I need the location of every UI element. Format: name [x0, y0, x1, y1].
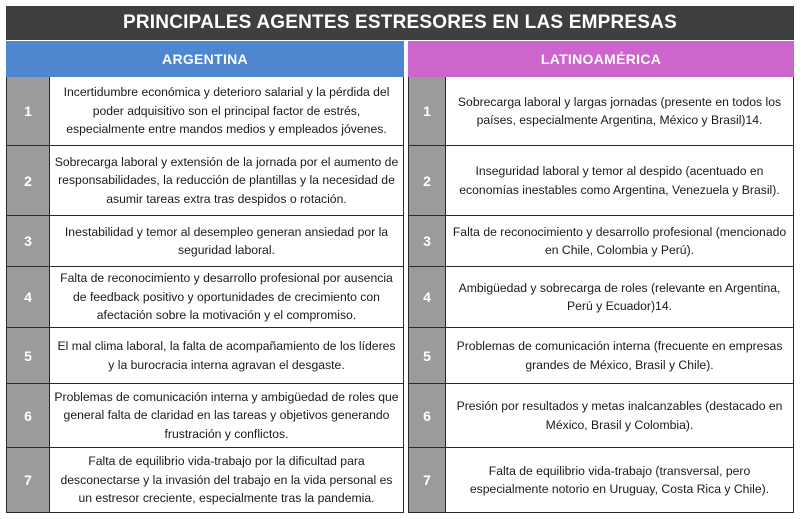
- table-row: [7, 447, 403, 512]
- table-row: [409, 383, 793, 447]
- argentina-rows: [6, 77, 404, 513]
- table-row: [7, 327, 403, 383]
- row-text: Falta de reconocimiento y desarrollo profesional (mencionado en Chile, Colombia y Perú).: [446, 216, 793, 266]
- row-text: Falta de equilibrio vida-trabajo por la dificultad para desconectarse y la invasión del trabajo en la vida personal es un estresor creciente, especialmente tras la pandemia.: [50, 448, 403, 512]
- row-text: Inestabilidad y temor al desempleo generan ansiedad por la seguridad laboral.: [50, 216, 403, 266]
- row-number: 4: [409, 267, 446, 327]
- table-row: [409, 447, 793, 512]
- latam-header: LATINOAMÉRICA: [408, 41, 794, 77]
- table-row: [409, 327, 793, 383]
- row-text: Sobrecarga laboral y extensión de la jornada por el aumento de responsabilidades, la reducción de plantillas y la necesidad de asumir tareas extra tras despidos o rotación.: [50, 146, 403, 215]
- table-row: [7, 77, 403, 145]
- row-number: 5: [409, 328, 446, 383]
- row-text: El mal clima laboral, la falta de acompañamiento de los líderes y la burocracia interna agravan el desgaste.: [50, 328, 403, 383]
- table-row: [7, 145, 403, 215]
- row-number: 1: [7, 77, 50, 145]
- row-text: Sobrecarga laboral y largas jornadas (presente en todos los países, especialmente Argentina, México y Brasil)14.: [446, 77, 793, 145]
- table-row: [409, 266, 793, 327]
- latam-column: [408, 41, 794, 513]
- row-number: 7: [7, 448, 50, 512]
- row-text: Presión por resultados y metas inalcanzables (destacado en México, Brasil y Colombia).: [446, 384, 793, 447]
- row-number: 6: [7, 384, 50, 447]
- row-text: Falta de reconocimiento y desarrollo profesional por ausencia de feedback positivo y oportunidades de crecimiento con afectación sobre la motivación y el compromiso.: [50, 267, 403, 327]
- row-text: Problemas de comunicación interna (frecuente en empresas grandes de México, Brasil y Chile).: [446, 328, 793, 383]
- table-row: [409, 215, 793, 266]
- table-row: [7, 383, 403, 447]
- argentina-column: [6, 41, 404, 513]
- row-text: Incertidumbre económica y deterioro salarial y la pérdida del poder adquisitivo son el principal factor de estrés, especialmente entre mandos medios y empleados jóvenes.: [50, 77, 403, 145]
- row-number: 1: [409, 77, 446, 145]
- page-title: PRINCIPALES AGENTES ESTRESORES EN LAS EMPRESAS: [6, 6, 794, 40]
- table-row: [7, 215, 403, 266]
- row-number: 2: [7, 146, 50, 215]
- row-number: 5: [7, 328, 50, 383]
- row-number: 7: [409, 448, 446, 512]
- row-text: Inseguridad laboral y temor al despido (acentuado en economías inestables como Argentina, Venezuela y Brasil).: [446, 146, 793, 215]
- table-row: [409, 145, 793, 215]
- row-text: Ambigüedad y sobrecarga de roles (relevante en Argentina, Perú y Ecuador)14.: [446, 267, 793, 327]
- argentina-header: ARGENTINA: [6, 41, 404, 77]
- row-number: 3: [7, 216, 50, 266]
- row-number: 2: [409, 146, 446, 215]
- row-text: Falta de equilibrio vida-trabajo (transversal, pero especialmente notorio en Uruguay, Costa Rica y Chile).: [446, 448, 793, 512]
- table-row: [7, 266, 403, 327]
- row-number: 3: [409, 216, 446, 266]
- row-number: 4: [7, 267, 50, 327]
- row-number: 6: [409, 384, 446, 447]
- row-text: Problemas de comunicación interna y ambigüedad de roles que general falta de claridad en las tareas y objetivos generando frustración y conflictos.: [50, 384, 403, 447]
- table-row: [409, 77, 793, 145]
- latam-rows: [408, 77, 794, 513]
